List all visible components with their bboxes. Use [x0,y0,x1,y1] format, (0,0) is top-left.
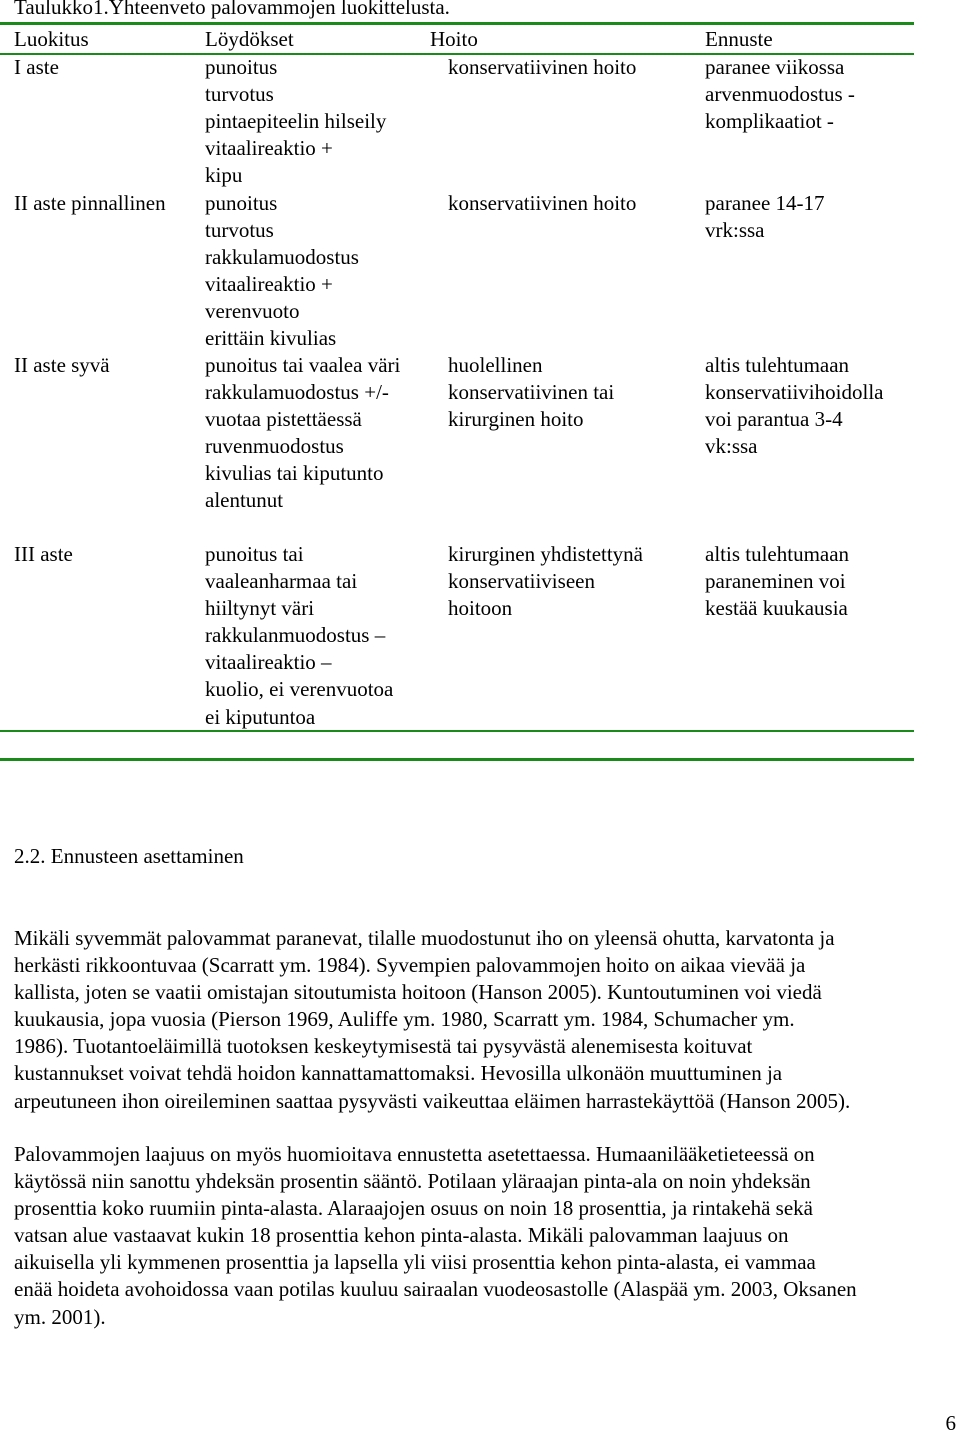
row3-prognosis: altis tulehtumaan konservatiivihoidolla voi parantua 3-4 vk:ssa [705,353,884,459]
row4-classification: III aste [14,542,73,566]
table-caption: Taulukko1.Yhteenveto palovammojen luokittelusta. [14,0,450,19]
paragraph-1: Mikäli syvemmät palovammat paranevat, tilalle muodostunut iho on yleensä ohutta, karvatonta ja herkästi rikkoontuvaa (Scarratt ym. 1984). Syvempien palovammojen hoito on aikaa vievää ja kallista, joten se vaatii omistajan sitoutumista hoitoon (Hanson 2005). Kuntoutuminen voi viedä kuukausia, jopa vuosia (Pierson 1969, Auliffe ym. 1980, Scarratt ym. 1984, Schumacher ym. 1986). Tuotantoeläimillä tuotoksen keskeytymisestä tai pysyvästä alenemisesta koituvat kustannukset voivat tehdä hoidon kannattamattomaksi. Hevosilla ulkonäön muuttuminen ja arpeutuneen ihon oireileminen saattaa pysyvästi vaikeuttaa eläimen harrastekäyttöä (Hanson 2005). [14,926,851,1113]
header-classification: Luokitus [14,27,89,51]
table-bottom-rule [0,730,914,732]
row4-prognosis: altis tulehtumaan paraneminen voi kestää kuukausia [705,542,850,621]
row2-classification: II aste pinnallinen [14,191,166,215]
table-top-rule [0,22,914,25]
table-end-rule [0,758,914,761]
header-findings: Löydökset [205,27,294,51]
row1-classification: I aste [14,55,59,79]
header-treatment: Hoito [430,27,478,51]
header-prognosis: Ennuste [705,27,773,51]
row2-treatment: konservatiivinen hoito [448,191,637,215]
section-heading: 2.2. Ennusteen asettaminen [14,844,244,868]
row4-findings: punoitus tai vaaleanharmaa tai hiiltynyt väri rakkulanmuodostus – vitaalireaktio – kuolio, ei verenvuotoa ei kiputuntoa [205,542,394,729]
row2-findings: punoitus turvotus rakkulamuodostus vitaalireaktio + verenvuoto erittäin kivulias [205,191,359,351]
row3-treatment: huolellinen konservatiivinen tai kirurginen hoito [448,353,615,432]
row3-classification: II aste syvä [14,353,110,377]
row1-treatment: konservatiivinen hoito [448,55,637,79]
row2-prognosis: paranee 14-17 vrk:ssa [705,191,825,243]
page-number: 6 [945,1411,956,1435]
row1-prognosis: paranee viikossa arvenmuodostus - komplikaatiot - [705,55,855,134]
row3-findings: punoitus tai vaalea väri rakkulamuodostus +/- vuotaa pistettäessä ruvenmuodostus kivulias tai kiputunto alentunut [205,353,401,513]
paragraph-2: Palovammojen laajuus on myös huomioitava ennustetta asetettaessa. Humaanilääketieteessä on käytössä niin sanottu yhdeksän prosentin sääntö. Potilaan yläraajan pinta-ala on noin yhdeksän prosenttia koko ruumiin pinta-alasta. Alaraajojen osuus on noin 18 prosenttia, ja rintakehä sekä vatsan alue vastaavat kukin 18 prosenttia kehon pinta-alasta. Mikäli palovamman laajuus on aikuisella yli kymmenen prosenttia ja lapsella yli viisi prosenttia kehon pinta-alasta, ei vammaa enää hoideta avohoidossa vaan potilas kuuluu sairaalan vuodeosastolle (Alaspää ym. 2003, Oksanen ym. 2001). [14,1142,857,1329]
row1-findings: punoitus turvotus pintaepiteelin hilseily vitaalireaktio + kipu [205,55,387,188]
row4-treatment: kirurginen yhdistettynä konservatiiviseen hoitoon [448,542,643,621]
